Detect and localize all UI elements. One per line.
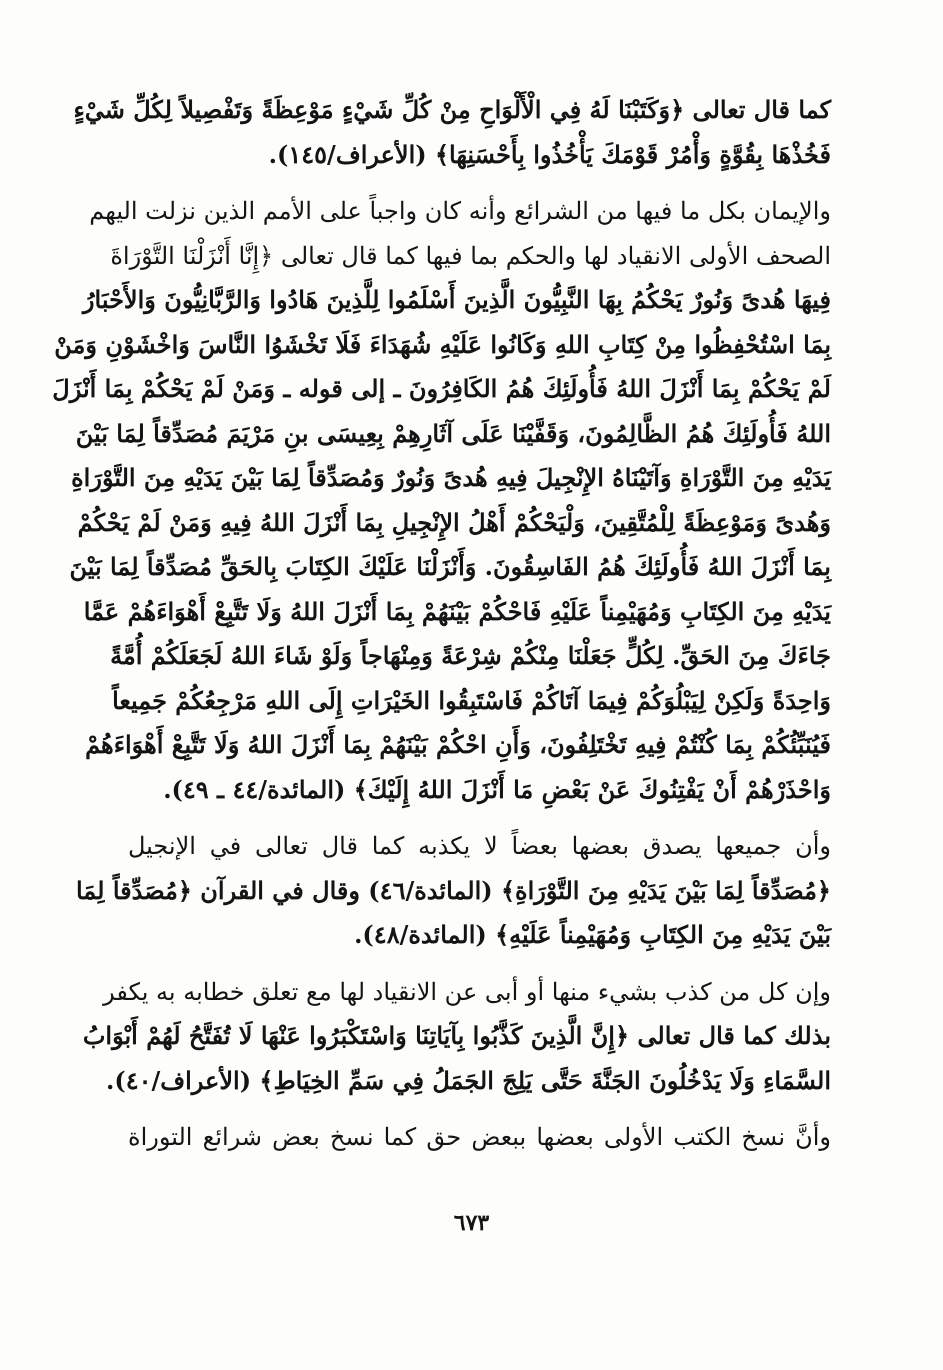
- page-body: [52, 88, 831, 1160]
- text-line: فَيُنَبِّئُكُمْ بِمَا كُنْتُمْ فِيهِ تَخْتَلِفُونَ، وَأَنِ احْكُمْ بَيْنَهُمْ بِمَا أَنْزَلَ اللهُ وَلَا تَتَّبِعْ أَهْوَاءَهُمْ: [85, 730, 831, 759]
- text-line: بِمَا أَنْزَلَ اللهُ فَأُولَئِكَ هُمُ الفَاسِقُونَ. وَأَنْزَلْنَا عَلَيْكَ الكِتَابَ بِالحَقِّ مُصَدِّقاً لِمَا بَيْنَ: [69, 552, 831, 581]
- text-line: جَاءَكَ مِنَ الحَقِّ. لِكُلٍّ جَعَلْنَا مِنْكُمْ شِرْعَةً وَمِنْهَاجاً وَلَوْ شَاءَ اللهُ لَجَعَلَكُمْ أُمَّةً: [110, 641, 831, 670]
- text-line: وإن كل من كذب بشيء منها أو أبى عن الانقياد لها مع تعلق خطابه به يكفر: [103, 977, 831, 1006]
- text-line: كما قال تعالى ﴿وَكَتَبْنَا لَهُ فِي الْأَلْوَاحِ مِنْ كُلِّ شَيْءٍ مَوْعِظَةً وَتَفْصِيلاً لِكُلِّ شَيْءٍ: [73, 95, 831, 124]
- text-line: اللهُ فَأُولَئِكَ هُمُ الظَّالِمُونَ، وَقَفَّيْنَا عَلَى آثَارِهِمْ بِعِيسَى بنِ مَرْيَمَ مُصَدِّقاً لِمَا بَيْنَ: [75, 418, 831, 448]
- text-line: فِيهَا هُدىً وَنُورٌ يَحْكُمُ بِهَا النَّبِيُّونَ الَّذِينَ أَسْلَمُوا لِلَّذِينَ هَادُوا وَالرَّبَّانِيُّونَ وَالأَحْبَارُ: [82, 285, 831, 314]
- text-line: والإيمان بكل ما فيها من الشرائع وأنه كان واجباً على الأمم الذين نزلت اليهم: [89, 197, 831, 225]
- paragraph-1: [73, 88, 831, 177]
- paragraph-5: [128, 1115, 831, 1160]
- text-line: بذلك كما قال تعالى ﴿إِنَّ الَّذِينَ كَذَّبُوا بِآيَاتِنَا وَاسْتَكْبَرُوا عَنْهَا لَا تُفَتَّحُ لَهُمْ أَبْوَابُ: [82, 1021, 831, 1050]
- text-line: وأن جميعها يصدق بعضها بعضاً لا يكذبه كما قال تعالى في الإنجيل: [128, 832, 831, 860]
- text-line: وَهُدىً وَمَوْعِظَةً لِلْمُتَّقِينَ، وَلْيَحْكُمْ أَهْلُ الإِنْجِيلِ بِمَا أَنْزَلَ اللهُ فِيهِ وَمَنْ لَمْ يَحْكُمْ: [77, 507, 831, 537]
- paragraph-4: [82, 970, 831, 1104]
- text-line: وأنَّ نسخ الكتب الأولى بعضها ببعض حق كما نسخ بعض شرائع التوراة: [128, 1123, 831, 1151]
- paragraph-3: [75, 824, 831, 958]
- text-line: ﴿مُصَدِّقاً لِمَا بَيْنَ يَدَيْهِ مِنَ التَّوْرَاةِ﴾ (المائدة/٤٦) وقال في القرآن ﴿مُصَدِّقاً لِمَا: [75, 875, 831, 905]
- paragraph-2: [52, 189, 831, 812]
- text-line: وَاحِدَةً وَلَكِنْ لِيَبْلُوَكُمْ فِيمَا آتَاكُمْ فَاسْتَبِقُوا الخَيْرَاتِ إِلَى اللهِ مَرْجِعُكُمْ جَمِيعاً: [112, 685, 831, 715]
- page-number: ٦٧٣: [453, 1210, 490, 1236]
- text-line: فَخُذْهَا بِقُوَّةٍ وَأْمُرْ قَوْمَكَ يَأْخُذُوا بِأَحْسَنِهَا﴾ (الأعراف/١٤٥).: [268, 139, 831, 169]
- text-line: لَمْ يَحْكُمْ بِمَا أَنْزَلَ اللهُ فَأُولَئِكَ هُمُ الكَافِرُونَ ـ إلى قوله ـ وَمَنْ لَمْ يَحْكُمْ بِمَا أَنْزَلَ: [52, 374, 831, 403]
- text-line: بَيْنَ يَدَيْهِ مِنَ الكِتَابِ وَمُهَيْمِناً عَلَيْهِ﴾ (المائدة/٤٨).: [354, 920, 831, 949]
- text-line: يَدَيْهِ مِنَ التَّوْرَاةِ وَآتَيْنَاهُ الإِنْجِيلَ فِيهِ هُدىً وَنُورٌ وَمُصَدِّقاً لِمَا بَيْنَ يَدَيْهِ مِنَ التَّوْرَاةِ: [71, 463, 831, 492]
- text-line: وَاحْذَرْهُمْ أَنْ يَفْتِنُوكَ عَنْ بَعْضِ مَا أَنْزَلَ اللهُ إِلَيْكَ﴾ (المائدة/٤٤ ـ ٤٩).: [163, 774, 831, 804]
- text-line: الصحف الأولى الانقياد لها والحكم بما فيها كما قال تعالى ﴿إِنَّا أَنْزَلْنَا التَّوْرَاةَ: [110, 241, 831, 270]
- text-line: بِمَا اسْتُحْفِظُوا مِنْ كِتَابِ اللهِ وَكَانُوا عَلَيْهِ شُهَدَاءَ فَلَا تَخْشَوُا النَّاسَ وَاخْشَوْنِ وَمَنْ: [54, 329, 831, 359]
- text-line: السَّمَاءِ وَلَا يَدْخُلُونَ الجَنَّةَ حَتَّى يَلِجَ الجَمَلُ فِي سَمِّ الخِيَاطِ﴾ (الأعراف/٤٠).: [105, 1065, 831, 1095]
- text-line: يَدَيْهِ مِنَ الكِتَابِ وَمُهَيْمِناً عَلَيْهِ فَاحْكُمْ بَيْنَهُمْ بِمَا أَنْزَلَ اللهُ وَلَا تَتَّبِعْ أَهْوَاءَهُمْ عَمَّا: [83, 596, 831, 626]
